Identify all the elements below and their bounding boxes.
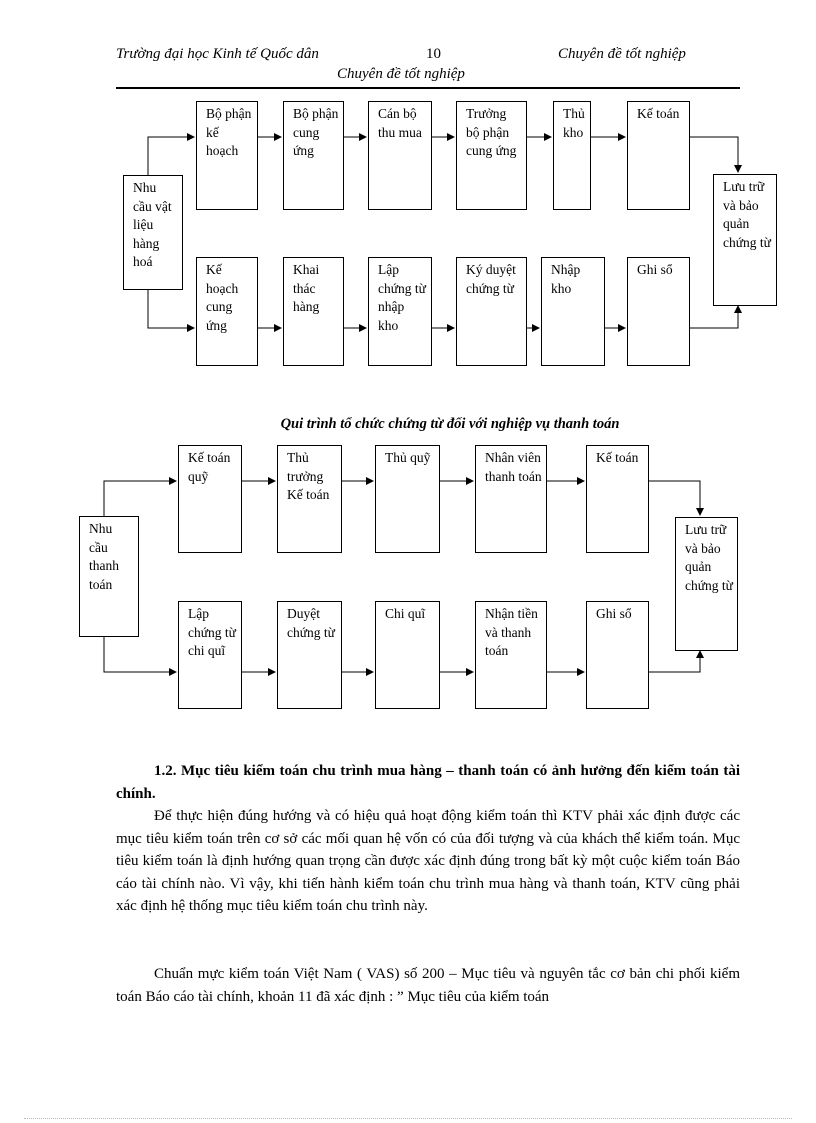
d1-bottom-step-3: Lập chứng từ nhập kho — [368, 257, 432, 366]
d1-top-step-1: Bộ phận kế hoạch — [196, 101, 258, 210]
d1-branch-top — [148, 137, 194, 175]
d2-branch-top — [104, 481, 176, 516]
header-doc-type: Chuyên đề tốt nghiệp — [558, 46, 686, 62]
d2-bottom-step-4: Nhận tiền và thanh toán — [475, 601, 547, 709]
page-number: 10 — [426, 46, 441, 62]
d1-merge-top — [690, 137, 738, 172]
d1-top-step-5: Thủ kho — [553, 101, 591, 210]
header-rule — [116, 87, 740, 89]
d2-merge-bottom — [649, 651, 700, 672]
d2-caption: Qui trình tổ chức chứng từ đối với nghiệp vụ thanh toán — [280, 416, 620, 432]
d1-bottom-step-6: Ghi sổ — [627, 257, 690, 366]
page-bottom-divider — [24, 1118, 792, 1119]
body-paragraph-1: Để thực hiện đúng hướng và có hiệu quả hoạt động kiểm toán thì KTV phải xác định được các mục tiêu kiểm toán trên cơ sở các mối quan hệ vốn có của đối tượng và của khách thể kiểm toán. Mục tiêu kiểm toán là định hướng quan trọng cần được xác định đúng trong bất kỳ một cuộc kiểm toán Báo cáo tài chính nào. Vì vậy, khi tiến hành kiểm toán chu trình mua hàng và thanh toán, KTV cũng phải xác định hệ thống mục tiêu kiểm toán chu trình này. — [116, 808, 740, 914]
d2-top-step-2: Thủ trưởng Kế toán — [277, 445, 342, 553]
d2-bottom-step-1: Lập chứng từ chi quĩ — [178, 601, 242, 709]
d1-bottom-step-1: Kế hoạch cung ứng — [196, 257, 258, 366]
body-paragraph-2: Chuẩn mực kiểm toán Việt Nam ( VAS) số 200 – Mục tiêu và nguyên tắc cơ bản chi phối kiểm toán Báo cáo tài chính, khoản 11 đã xác định : ” Mục tiêu của kiểm toán — [116, 966, 740, 1005]
d2-top-step-5: Kế toán — [586, 445, 649, 553]
d1-target-box: Lưu trữ và bảo quản chứng từ — [713, 174, 777, 306]
d1-top-step-2: Bộ phận cung ứng — [283, 101, 344, 210]
d2-bottom-step-3: Chi quĩ — [375, 601, 440, 709]
d2-bottom-step-2: Duyệt chứng từ — [277, 601, 342, 709]
header-doc-type-repeat: Chuyên đề tốt nghiệp — [337, 66, 465, 82]
d1-source-box: Nhu cầu vật liệu hàng hoá — [123, 175, 183, 290]
d1-bottom-step-5: Nhập kho — [541, 257, 605, 366]
header-university: Trường đại học Kinh tế Quốc dân — [116, 46, 319, 62]
d2-merge-top — [649, 481, 700, 515]
d1-bottom-step-2: Khai thác hàng — [283, 257, 344, 366]
d2-target-box: Lưu trữ và bảo quản chứng từ — [675, 517, 738, 651]
d1-top-step-6: Kế toán — [627, 101, 690, 210]
d1-bottom-step-4: Ký duyệt chứng từ — [456, 257, 527, 366]
d1-top-step-3: Cán bộ thu mua — [368, 101, 432, 210]
d1-merge-bottom — [690, 306, 738, 328]
d2-bottom-step-5: Ghi sổ — [586, 601, 649, 709]
d2-top-step-3: Thủ quỹ — [375, 445, 440, 553]
d2-top-step-1: Kế toán quỹ — [178, 445, 242, 553]
d2-source-box: Nhu cầu thanh toán — [79, 516, 139, 637]
d2-top-step-4: Nhân viên thanh toán — [475, 445, 547, 553]
section-heading: 1.2. Mục tiêu kiểm toán chu trình mua hàng – thanh toán có ảnh hưởng đến kiểm toán tài chính. — [116, 763, 740, 802]
d1-branch-bottom — [148, 290, 194, 328]
d2-branch-bottom — [104, 637, 176, 672]
d1-top-step-4: Trưởng bộ phận cung ứng — [456, 101, 527, 210]
